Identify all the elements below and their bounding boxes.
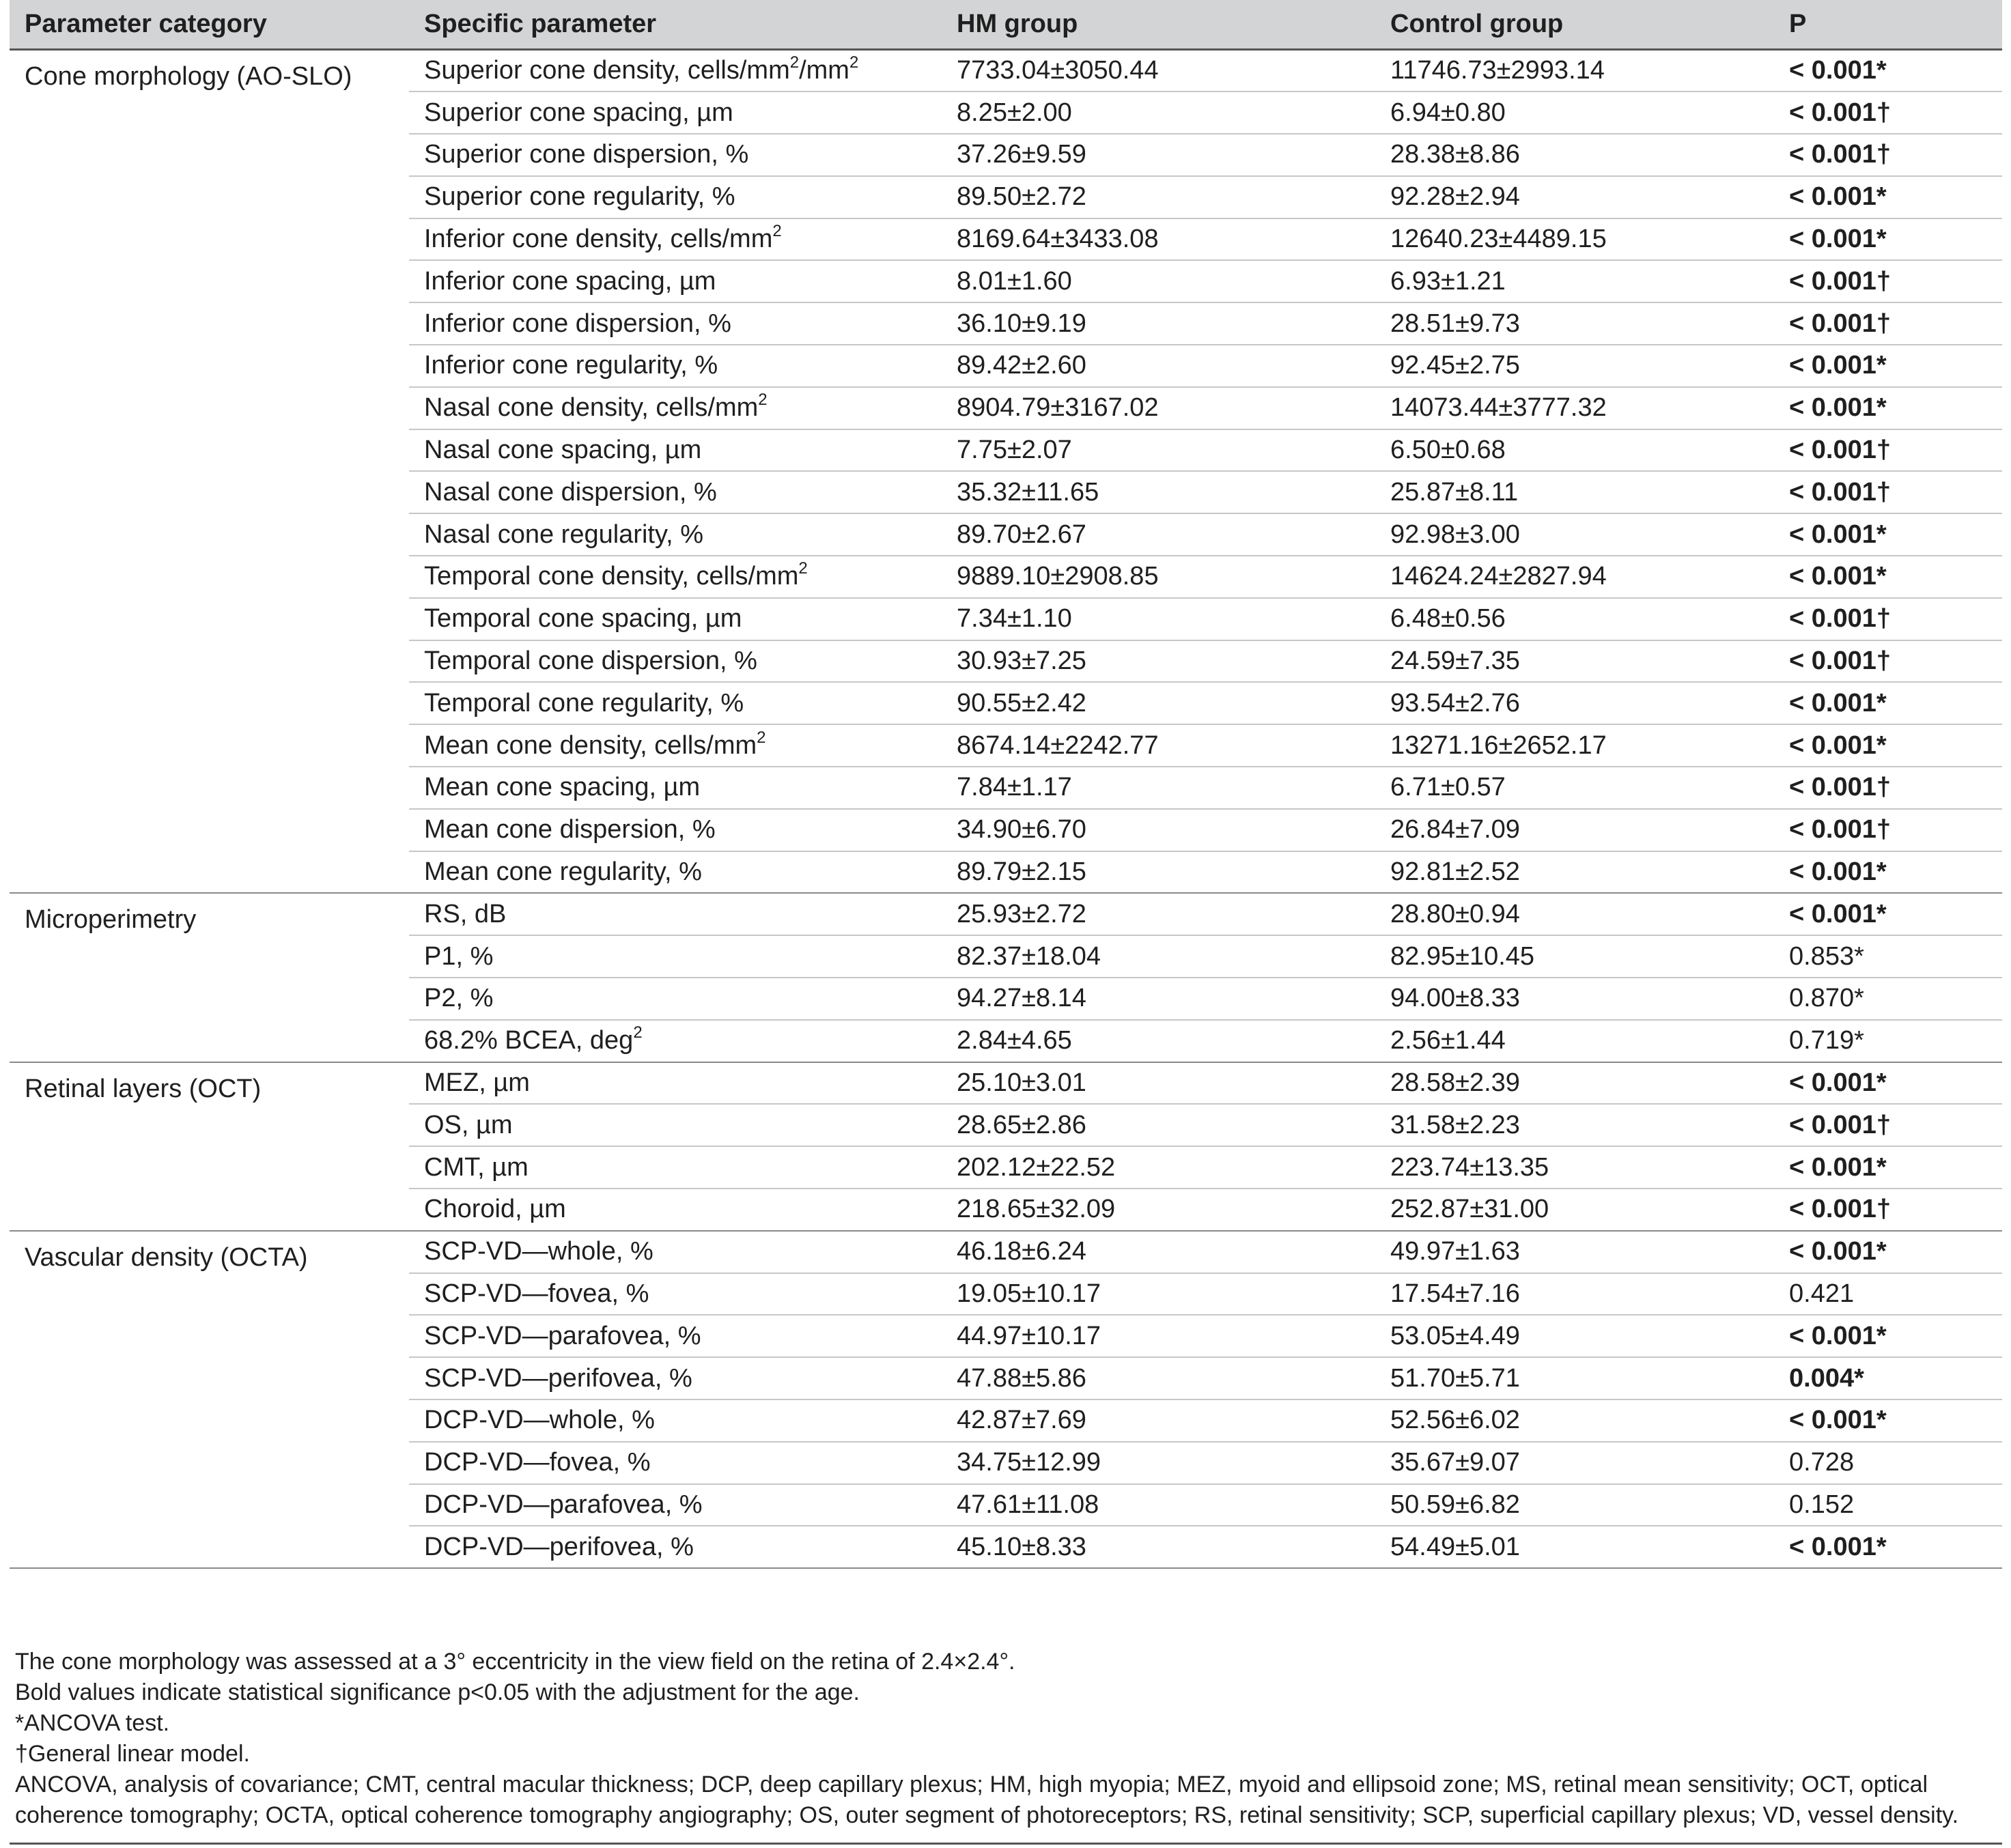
parameter-label: SCP-VD—perifovea, % — [424, 1363, 692, 1393]
p-value-cell: < 0.001* — [1775, 556, 2002, 598]
control-value-cell: 53.05±4.49 — [1375, 1315, 1775, 1357]
unit-exponent: 2 — [757, 728, 766, 747]
control-value-cell: 24.59±7.35 — [1375, 640, 1775, 683]
parameter-cell — [409, 1146, 942, 1189]
category-cell: Cone morphology (AO-SLO) — [10, 50, 409, 894]
control-value-cell: 223.74±13.35 — [1375, 1146, 1775, 1189]
table-row — [10, 1062, 2002, 1105]
control-value-cell: 13271.16±2652.17 — [1375, 724, 1775, 767]
unit-exponent: 2 — [772, 222, 782, 241]
parameter-label: DCP-VD—perifovea, % — [424, 1532, 694, 1561]
parameter-cell — [409, 1273, 942, 1316]
hm-value-cell: 89.42±2.60 — [942, 345, 1375, 387]
parameter-cell — [409, 429, 942, 472]
p-value-cell: < 0.001* — [1775, 1315, 2002, 1357]
category-cell: Vascular density (OCTA) — [10, 1231, 409, 1568]
p-value-cell: < 0.001† — [1775, 598, 2002, 640]
p-value-cell: < 0.001† — [1775, 640, 2002, 683]
hm-value-cell: 28.65±2.86 — [942, 1104, 1375, 1146]
control-value-cell: 49.97±1.63 — [1390, 1237, 1520, 1266]
parameter-cell — [409, 1526, 942, 1568]
control-value-cell: 82.95±10.45 — [1375, 935, 1775, 978]
hm-value-cell: 89.70±2.67 — [942, 513, 1375, 556]
control-value-cell: 92.45±2.75 — [1375, 345, 1775, 387]
control-value-cell: 6.93±1.21 — [1375, 260, 1775, 302]
control-value-cell: 94.00±8.33 — [1375, 978, 1775, 1020]
parameter-label: Temporal cone density, cells/mm — [424, 562, 799, 591]
parameter-label: CMT, µm — [424, 1152, 529, 1182]
header-parameter: Specific parameter — [409, 0, 942, 50]
p-value-cell: < 0.001† — [1775, 91, 2002, 134]
parameter-label: DCP-VD—parafovea, % — [424, 1490, 703, 1519]
header-row — [10, 0, 2002, 50]
parameter-cell — [409, 1062, 942, 1105]
hm-value-cell: 36.10±9.19 — [942, 302, 1375, 345]
p-value-cell: 0.152 — [1775, 1484, 2002, 1526]
p-value-cell: < 0.001† — [1775, 1189, 2002, 1231]
p-value-cell: < 0.001* — [1789, 899, 1887, 928]
hm-value-cell: 7.84±1.17 — [942, 767, 1375, 809]
control-value-cell: 28.38±8.86 — [1375, 134, 1775, 176]
parameter-cell — [409, 682, 942, 724]
parameter-label: SCP-VD—whole, % — [424, 1237, 653, 1266]
p-value-cell: < 0.001† — [1775, 429, 2002, 472]
control-value-cell: 2.56±1.44 — [1375, 1020, 1775, 1062]
hm-value-cell: 8904.79±3167.02 — [942, 387, 1375, 429]
control-value-cell: 6.71±0.57 — [1375, 767, 1775, 809]
parameter-cell — [409, 598, 942, 640]
hm-value-cell: 7.75±2.07 — [942, 429, 1375, 472]
p-value-cell: < 0.001† — [1775, 302, 2002, 345]
hm-value-cell: 37.26±9.59 — [942, 134, 1375, 176]
control-value-cell: 11746.73±2993.14 — [1390, 56, 1605, 85]
parameter-label: Nasal cone dispersion, % — [424, 477, 717, 507]
parameter-label: SCP-VD—parafovea, % — [424, 1321, 701, 1350]
p-value-cell: < 0.001* — [1775, 1526, 2002, 1568]
unit-exponent: 2 — [789, 53, 800, 72]
p-value-cell: < 0.001* — [1775, 176, 2002, 218]
parameter-cell — [409, 387, 942, 429]
table-header — [10, 0, 2002, 50]
parameter-label: Nasal cone density, cells/mm — [424, 393, 759, 423]
table-row — [10, 893, 2002, 935]
parameter-label: RS, dB — [424, 899, 507, 928]
p-value-cell: < 0.001* — [1775, 513, 2002, 556]
parameter-label: Temporal cone dispersion, % — [424, 646, 757, 676]
control-value-cell: 93.54±2.76 — [1375, 682, 1775, 724]
p-value-cell: < 0.001* — [1789, 1237, 1887, 1266]
control-value-cell: 25.87±8.11 — [1375, 471, 1775, 513]
unit-exponent: 2 — [758, 390, 768, 410]
p-value-cell: < 0.001* — [1775, 851, 2002, 894]
p-value-cell: < 0.001† — [1775, 809, 2002, 851]
parameter-label: Inferior cone dispersion, % — [424, 309, 731, 338]
control-value-cell: 26.84±7.09 — [1375, 809, 1775, 851]
parameter-cell — [409, 1231, 942, 1273]
parameter-cell — [409, 978, 942, 1020]
footnote-bold-significance: Bold values indicate statistical significance p<0.05 with the adjustment for the age. — [15, 1679, 860, 1705]
p-value-cell: < 0.001* — [1789, 56, 1887, 85]
parameter-label: DCP-VD—fovea, % — [424, 1448, 651, 1477]
p-value-cell: < 0.001* — [1775, 218, 2002, 261]
footnote-ancova: *ANCOVA test. — [15, 1710, 170, 1736]
hm-value-cell: 25.93±2.72 — [957, 899, 1086, 928]
control-value-cell: 92.98±3.00 — [1375, 513, 1775, 556]
parameter-cell — [409, 1357, 942, 1399]
parameter-label: P2, % — [424, 984, 494, 1013]
hm-value-cell: 90.55±2.42 — [942, 682, 1375, 724]
parameter-cell — [409, 513, 942, 556]
parameter-cell — [409, 767, 942, 809]
hm-value-cell: 202.12±22.52 — [942, 1146, 1375, 1189]
hm-value-cell: 7.34±1.10 — [942, 598, 1375, 640]
hm-value-cell: 94.27±8.14 — [942, 978, 1375, 1020]
hm-value-cell: 8674.14±2242.77 — [942, 724, 1375, 767]
p-value-cell: 0.421 — [1775, 1273, 2002, 1316]
bottom-rule — [10, 1843, 2002, 1845]
parameter-label: Superior cone density, cells/mm — [424, 56, 790, 85]
control-value-cell: 50.59±6.82 — [1375, 1484, 1775, 1526]
control-value-cell: 54.49±5.01 — [1375, 1526, 1775, 1568]
category-cell: Microperimetry — [10, 893, 409, 1062]
control-value-cell: 51.70±5.71 — [1375, 1357, 1775, 1399]
control-value-cell: 28.58±2.39 — [1390, 1068, 1520, 1098]
table-row — [10, 1231, 2002, 1273]
hm-value-cell: 44.97±10.17 — [942, 1315, 1375, 1357]
parameter-cell — [409, 935, 942, 978]
header-hm-group: HM group — [942, 0, 1375, 50]
hm-value-cell: 35.32±11.65 — [942, 471, 1375, 513]
table-body — [10, 50, 2002, 1569]
control-value-cell: 92.81±2.52 — [1375, 851, 1775, 894]
parameter-cell — [409, 260, 942, 302]
p-value-cell: < 0.001† — [1775, 260, 2002, 302]
hm-value-cell: 30.93±7.25 — [942, 640, 1375, 683]
parameter-label: MEZ, µm — [424, 1068, 530, 1098]
control-value-cell: 28.51±9.73 — [1375, 302, 1775, 345]
control-value-cell: 52.56±6.02 — [1375, 1399, 1775, 1442]
parameter-cell — [409, 1442, 942, 1484]
parameter-label: Temporal cone spacing, µm — [424, 604, 742, 634]
parameter-label: DCP-VD—whole, % — [424, 1406, 655, 1435]
hm-value-cell: 25.10±3.01 — [957, 1068, 1086, 1098]
parameter-cell — [409, 1315, 942, 1357]
hm-value-cell: 47.88±5.86 — [942, 1357, 1375, 1399]
hm-value-cell: 2.84±4.65 — [942, 1020, 1375, 1062]
header-control-group: Control group — [1375, 0, 1775, 50]
parameter-label: Temporal cone regularity, % — [424, 688, 744, 717]
p-value-cell: 0.004* — [1775, 1357, 2002, 1399]
table-row — [10, 50, 2002, 92]
parameter-label: Mean cone density, cells/mm — [424, 730, 757, 760]
p-value-cell: < 0.001† — [1775, 134, 2002, 176]
parameter-cell — [409, 1189, 942, 1231]
hm-value-cell: 42.87±7.69 — [942, 1399, 1375, 1442]
footnote-abbreviations: ANCOVA, analysis of covariance; CMT, central macular thickness; DCP, deep capillary plexus; HM, high myopia; MEZ, myoid and ellipsoid zone; MS, retinal mean sensitivity; OCT, optical coherence tomography; OCTA, optical coherence tomography angiography; OS, outer segment of photoreceptors; RS, retinal sensitivity; SCP, superficial capillary plexus; VD, vessel density. — [15, 1772, 1959, 1828]
parameter-cell — [409, 556, 942, 598]
p-value-cell: < 0.001* — [1775, 345, 2002, 387]
parameter-label: Superior cone regularity, % — [424, 182, 735, 212]
parameter-cell — [409, 302, 942, 345]
hm-value-cell: 8.25±2.00 — [942, 91, 1375, 134]
hm-value-cell: 8169.64±3433.08 — [942, 218, 1375, 261]
hm-value-cell: 19.05±10.17 — [942, 1273, 1375, 1316]
results-table — [10, 0, 2002, 1569]
hm-value-cell: 45.10±8.33 — [942, 1526, 1375, 1568]
parameter-cell — [409, 1484, 942, 1526]
control-value-cell: 6.94±0.80 — [1375, 91, 1775, 134]
parameter-label: Choroid, µm — [424, 1195, 566, 1224]
header-category: Parameter category — [10, 0, 409, 50]
parameter-cell — [409, 91, 942, 134]
control-value-cell: 17.54±7.16 — [1375, 1273, 1775, 1316]
control-value-cell: 12640.23±4489.15 — [1375, 218, 1775, 261]
control-value-cell: 14073.44±3777.32 — [1375, 387, 1775, 429]
parameter-label: Superior cone spacing, µm — [424, 98, 733, 127]
parameter-label: Nasal cone spacing, µm — [424, 436, 702, 465]
table-footnotes — [15, 1647, 1988, 1831]
results-table-container — [10, 0, 2002, 1569]
parameter-cell — [409, 1020, 942, 1062]
parameter-cell — [409, 1104, 942, 1146]
control-value-cell: 35.67±9.07 — [1375, 1442, 1775, 1484]
parameter-label: Inferior cone spacing, µm — [424, 266, 716, 296]
parameter-cell — [409, 134, 942, 176]
parameter-cell — [409, 893, 942, 935]
p-value-cell: < 0.001* — [1775, 1399, 2002, 1442]
footnote-cone-eccentricity: The cone morphology was assessed at a 3° eccentricity in the view field on the retina of 2.4×2.4°. — [15, 1649, 1015, 1675]
control-value-cell: 6.50±0.68 — [1375, 429, 1775, 472]
p-value-cell: < 0.001† — [1775, 1104, 2002, 1146]
parameter-label: Mean cone regularity, % — [424, 857, 702, 887]
p-value-cell: < 0.001† — [1775, 471, 2002, 513]
parameter-cell — [409, 50, 942, 92]
hm-value-cell: 218.65±32.09 — [942, 1189, 1375, 1231]
parameter-label: Inferior cone regularity, % — [424, 351, 718, 380]
parameter-label: Mean cone spacing, µm — [424, 773, 701, 802]
hm-value-cell: 34.90±6.70 — [942, 809, 1375, 851]
control-value-cell: 14624.24±2827.94 — [1375, 556, 1775, 598]
parameter-cell — [409, 724, 942, 767]
p-value-cell: 0.870* — [1775, 978, 2002, 1020]
parameter-label: OS, µm — [424, 1110, 513, 1139]
control-value-cell: 31.58±2.23 — [1375, 1104, 1775, 1146]
control-value-cell: 252.87±31.00 — [1375, 1189, 1775, 1231]
unit-exponent: 2 — [798, 559, 808, 578]
category-cell: Retinal layers (OCT) — [10, 1062, 409, 1231]
p-value-cell: < 0.001* — [1775, 1146, 2002, 1189]
p-value-cell: 0.853* — [1775, 935, 2002, 978]
hm-value-cell: 8.01±1.60 — [942, 260, 1375, 302]
hm-value-cell: 46.18±6.24 — [957, 1237, 1086, 1266]
unit-exponent: 2 — [849, 53, 859, 72]
parameter-cell — [409, 345, 942, 387]
parameter-cell — [409, 640, 942, 683]
parameter-unit-tail: /mm — [799, 56, 849, 85]
hm-value-cell: 82.37±18.04 — [942, 935, 1375, 978]
p-value-cell: < 0.001* — [1789, 1068, 1887, 1098]
parameter-cell — [409, 471, 942, 513]
parameter-cell — [409, 176, 942, 218]
control-value-cell: 92.28±2.94 — [1375, 176, 1775, 218]
parameter-label: Nasal cone regularity, % — [424, 520, 704, 549]
control-value-cell: 28.80±0.94 — [1390, 899, 1520, 928]
parameter-label: P1, % — [424, 941, 494, 971]
header-p-value: P — [1775, 0, 2002, 50]
control-value-cell: 6.48±0.56 — [1375, 598, 1775, 640]
footnote-glm: †General linear model. — [15, 1741, 250, 1767]
hm-value-cell: 34.75±12.99 — [942, 1442, 1375, 1484]
hm-value-cell: 47.61±11.08 — [942, 1484, 1375, 1526]
parameter-label: Superior cone dispersion, % — [424, 140, 749, 169]
p-value-cell: < 0.001† — [1775, 767, 2002, 809]
hm-value-cell: 9889.10±2908.85 — [942, 556, 1375, 598]
parameter-label: Inferior cone density, cells/mm — [424, 225, 773, 254]
parameter-label: Mean cone dispersion, % — [424, 815, 716, 844]
hm-value-cell: 89.50±2.72 — [942, 176, 1375, 218]
p-value-cell: 0.719* — [1775, 1020, 2002, 1062]
parameter-cell — [409, 809, 942, 851]
parameter-cell — [409, 1399, 942, 1442]
p-value-cell: < 0.001* — [1775, 387, 2002, 429]
p-value-cell: < 0.001* — [1775, 724, 2002, 767]
p-value-cell: 0.728 — [1775, 1442, 2002, 1484]
parameter-label: 68.2% BCEA, deg — [424, 1026, 634, 1055]
p-value-cell: < 0.001* — [1775, 682, 2002, 724]
parameter-label: SCP-VD—fovea, % — [424, 1279, 649, 1308]
parameter-cell — [409, 218, 942, 261]
hm-value-cell: 7733.04±3050.44 — [957, 56, 1159, 85]
parameter-cell — [409, 851, 942, 894]
unit-exponent: 2 — [633, 1023, 643, 1042]
hm-value-cell: 89.79±2.15 — [942, 851, 1375, 894]
